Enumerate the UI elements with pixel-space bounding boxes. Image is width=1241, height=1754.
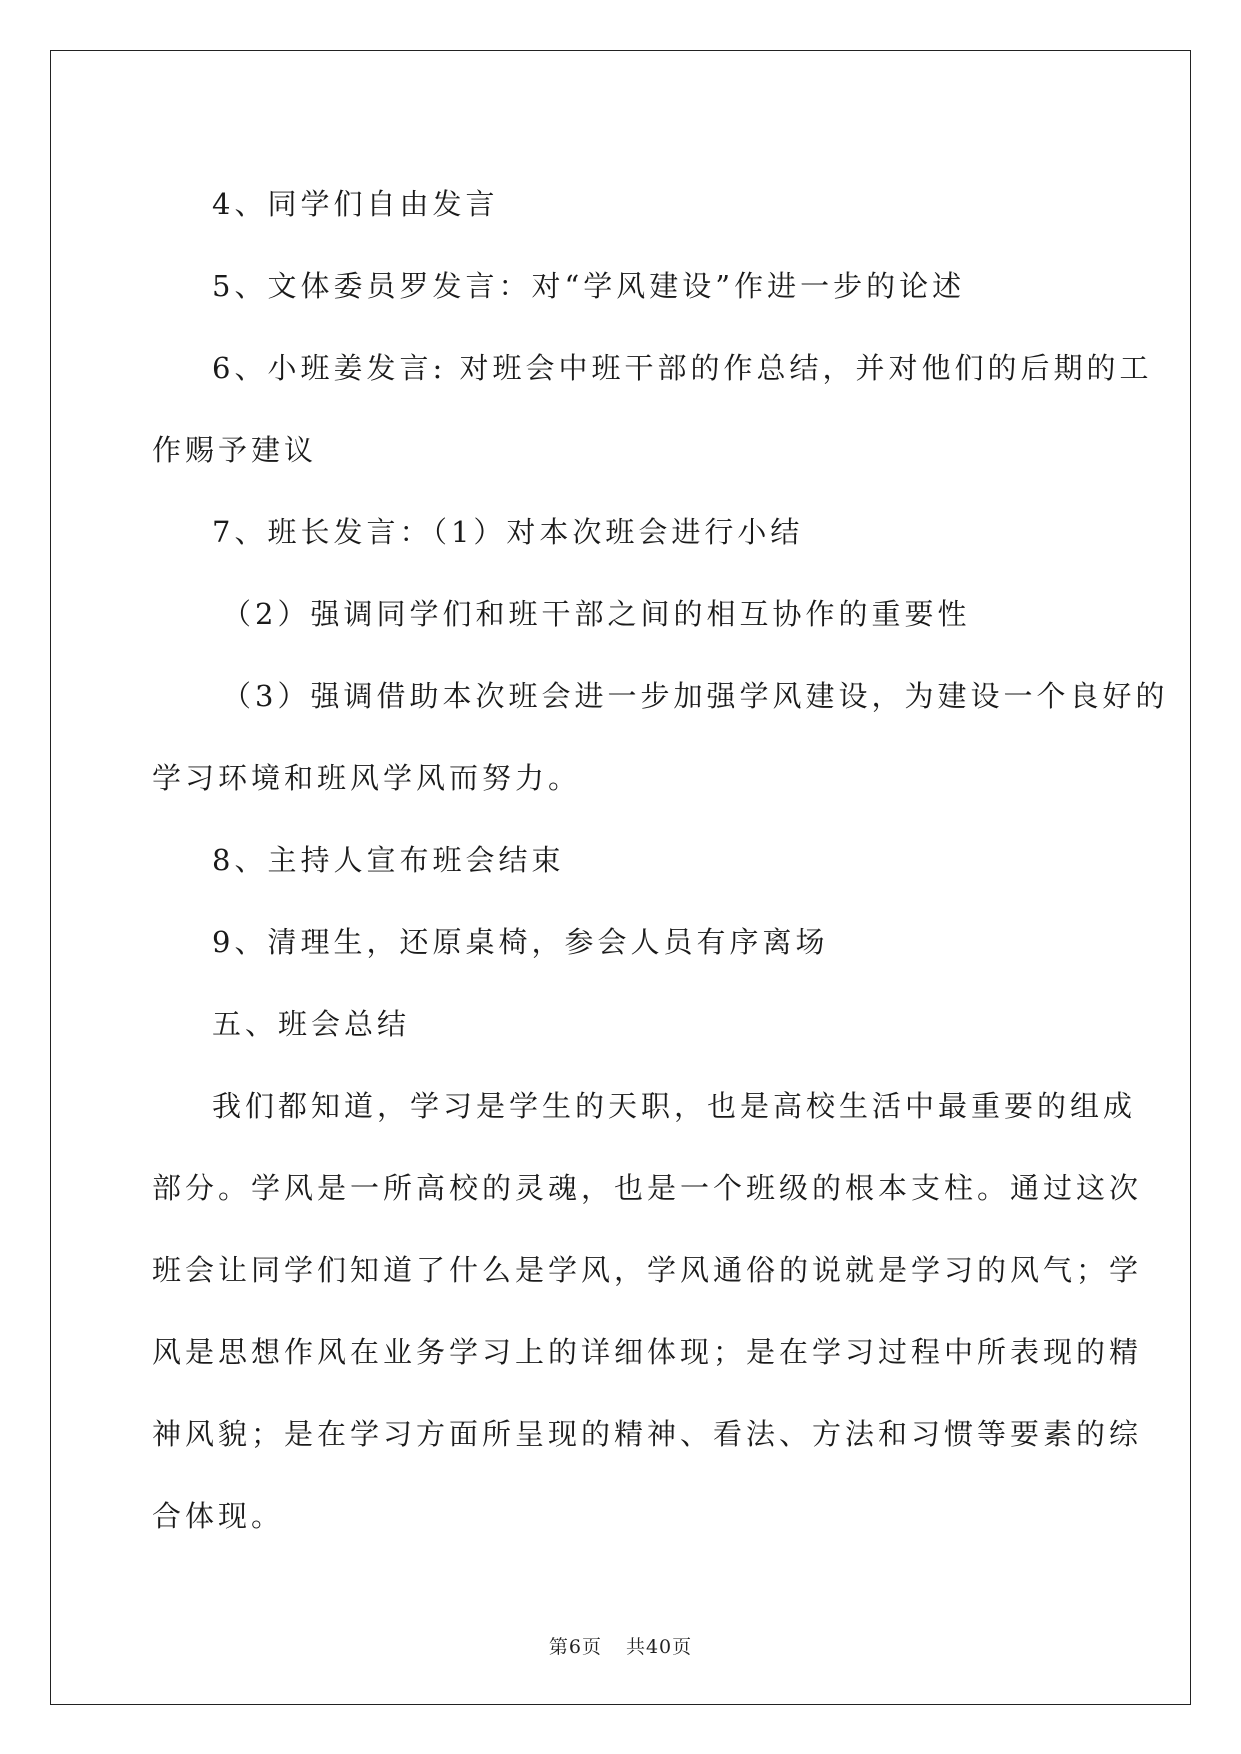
paragraph-line: 9、清理生，还原桌椅，参会人员有序离场 (212, 925, 829, 959)
paragraph-line: 6、小班姜发言: 对班会中班干部的作总结，并对他们的后期的工 (212, 351, 1153, 385)
paragraph-line: 我们都知道，学习是学生的天职，也是高校生活中最重要的组成 (212, 1089, 1137, 1123)
section-heading: 五、班会总结 (212, 1007, 411, 1041)
paragraph-line: （2）强调同学们和班干部之间的相互协作的重要性 (222, 597, 971, 631)
paragraph-line: 作赐予建议 (152, 433, 318, 467)
paragraph-line: 合体现。 (152, 1499, 285, 1533)
paragraph-line: （3）强调借助本次班会进一步加强学风建设，为建设一个良好的 (222, 679, 1169, 713)
paragraph-line: 7、班长发言：（1）对本次班会进行小结 (212, 515, 804, 549)
paragraph-line: 部分。学风是一所高校的灵魂，也是一个班级的根本支柱。通过这次 (152, 1171, 1143, 1205)
paragraph-line: 学习环境和班风学风而努力。 (152, 761, 582, 795)
paragraph-line: 5、文体委员罗发言：对“学风建设”作进一步的论述 (212, 269, 966, 303)
document-body (152, 163, 1169, 1557)
paragraph-line: 班会让同学们知道了什么是学风，学风通俗的说就是学习的风气；学 (152, 1253, 1143, 1287)
paragraph-line: 风是思想作风在业务学习上的详细体现；是在学习过程中所表现的精 (152, 1335, 1143, 1369)
page-total: 共40页 (625, 1636, 693, 1658)
page-number: 第6页 (548, 1636, 602, 1658)
page-footer (0, 1632, 1241, 1659)
paragraph-line: 8、主持人宣布班会结束 (212, 843, 565, 877)
paragraph-line: 4、同学们自由发言 (212, 187, 499, 221)
paragraph-line: 神风貌；是在学习方面所呈现的精神、看法、方法和习惯等要素的综 (152, 1417, 1143, 1451)
